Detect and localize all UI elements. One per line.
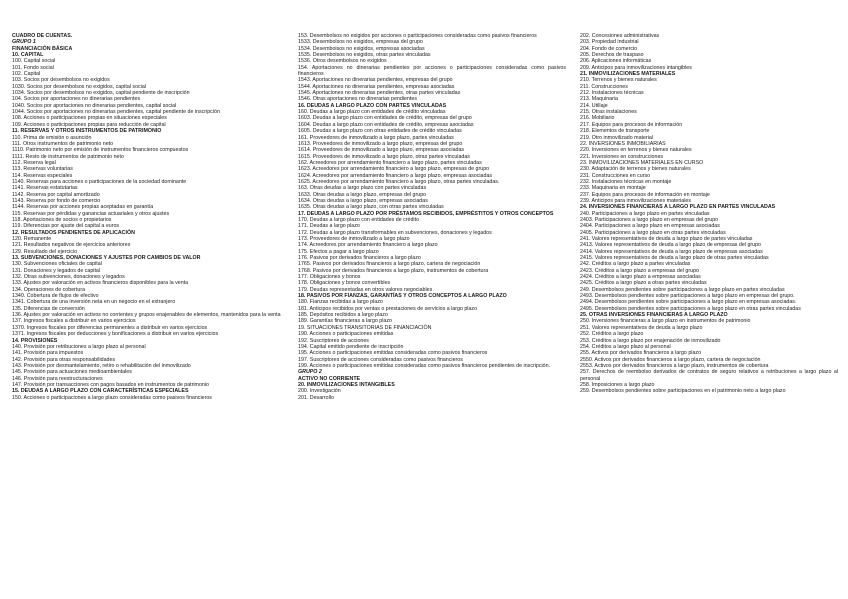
account-line: 203. Propiedad industrial [580, 39, 639, 46]
account-line: 194. Capital emitido pendiente de inscripción [298, 343, 404, 350]
account-line: 145. Provisión para actuaciones medioambientales [12, 369, 132, 376]
account-line: 249. Desembolsos pendientes sobre participaciones a largo plazo en partes vinculadas [580, 286, 785, 293]
account-line: 129. Resultado del ejercicio [12, 248, 78, 255]
account-line: 174. Acreedores por arrendamiento financiero a largo plazo [298, 242, 438, 249]
account-line: 22. INVERSIONES INMOBILIARIAS [580, 140, 666, 147]
account-line: 240. Participaciones a largo plazo en partes vinculadas [580, 210, 710, 217]
account-line: 101. Fondo social [12, 64, 54, 71]
section-heading: 24. INVERSIONES FINANCIERAS A LARGO PLAZO EN PARTES VINCULADAS [580, 204, 776, 211]
account-line: 213. Maquinaria [580, 96, 618, 103]
account-line: 1623. Acreedores por arrendamiento financiero a largo plazo, empresas de grupo [298, 166, 490, 173]
account-line: 2425. Créditos a largo plazo a otras partes vinculadas [580, 280, 707, 287]
account-line: 1140. Reservas para acciones o participaciones de la sociedad dominante [12, 178, 187, 185]
account-line: 130. Subvenciones oficiales de capital [12, 261, 102, 268]
account-line: 1768. Pasivos por derivados financieros a largo plazo, instrumentos de cobertura [298, 267, 489, 274]
account-line: 189. Garantías financieras a largo plazo [298, 318, 392, 325]
account-line: 201. Desarrollo [298, 394, 334, 401]
account-line: 254. Créditos a largo plazo al personal [580, 343, 671, 350]
account-line: 210. Terrenos y bienes naturales [580, 77, 657, 84]
account-line: 1614. Proveedores de inmovilizado a largo plazo, empresas asociadas [298, 147, 465, 154]
account-line: 176. Pasivos por derivados financieros a largo plazo [298, 255, 421, 262]
account-line: 1536. Otros desembolsos no exigidos [298, 58, 387, 65]
account-line: 110. Prima de emisión o asunción [12, 134, 92, 141]
account-line: 217. Equipos para procesos de información [580, 121, 683, 128]
account-line: 1370. Ingresos fiscales por diferencias permanentes a distribuir en varios ejercicios [12, 324, 208, 331]
section-heading: GRUPO 2 [298, 369, 322, 376]
account-line: 1544. Aportaciones no dinerarias pendientes, empresas asociadas [298, 83, 455, 90]
account-line: 221. Inversiones en construcciones [580, 153, 664, 160]
account-line: 120. Remanente [12, 236, 52, 242]
account-line: 119. Diferencias por ajuste del capital a euros [12, 223, 120, 230]
account-line: 1371. Ingresos fiscales por deducciones y bonificaciones a distribuir en varios ejercicios [12, 331, 219, 338]
account-line: 19. SITUACIONES TRANSITORIAS DE FINANCIACIÓN [298, 324, 432, 331]
account-line: 1535. Desembolsos no exigidos, otras partes vinculadas [298, 52, 431, 59]
account-line: 1545. Aportaciones no dinerarias pendientes, otras partes vinculadas [298, 90, 461, 97]
account-line: 2423. Créditos a largo plazo a empresas del grupo [580, 267, 699, 274]
account-line: 1546. Otras aportaciones no dinerarias pendientes [298, 96, 417, 103]
account-line: 113. Reservas voluntarias [12, 166, 73, 173]
account-line: 258. Imposiciones a largo plazo [580, 381, 655, 388]
account-line: 140. Provisión por retribuciones a largo plazo al personal [12, 343, 146, 350]
column-1 [12, 33, 288, 401]
account-line: 175. Efectos a pagar a largo plazo [298, 248, 379, 255]
account-line: 1625. Acreedores por arrendamiento financiero a largo plazo, otras partes vinculadas. [298, 178, 500, 185]
account-line: 1534. Desembolsos no exigidos, empresas asociadas [298, 45, 425, 52]
account-line: 212. Instalaciones técnicas [580, 90, 644, 97]
account-line: 181. Anticipos recibidos por ventas o prestaciones de servicios a largo plazo [298, 305, 478, 312]
account-line: 143. Provisión por desmantelamiento, retiro o rehabilitación del inmovilizado [12, 362, 191, 369]
account-line: 241. Valores representativos de deuda a largo plazo de partes vinculadas [580, 236, 753, 242]
account-line: 214. Utillaje [580, 102, 608, 109]
account-line: 216. Mobiliario [580, 115, 615, 122]
account-line: 133. Ajustes por valoración en activos financieros disponibles para la venta [12, 280, 189, 287]
account-line: 103. Socios por desembolsos no exigidos [12, 77, 110, 84]
account-line: 195. Acciones o participaciones emitidas consideradas como pasivos financieros [298, 350, 488, 357]
account-line: 161. Proveedores de inmovilizado a largo plazo, partes vinculadas [298, 134, 454, 141]
account-line: 109. Acciones o participaciones propias para reducción de capital [12, 121, 166, 128]
account-line: 102. Capital [12, 71, 41, 78]
account-line: 192. Suscriptores de acciones [298, 337, 369, 344]
account-line: 153. Desembolsos no exigidos por acciones o participaciones consideradas como pasivos financieros [298, 33, 537, 39]
account-line: 250. Inversiones financieras a largo plazo en instrumentos de patrimonio [580, 318, 751, 325]
account-line: 111. Otros instrumentos de patrimonio neto [12, 140, 114, 147]
account-line: 215. Otras instalaciones [580, 109, 637, 116]
account-line: 2553. Activos por derivados financieros a largo plazo, instrumentos de cobertura [580, 362, 769, 369]
account-line: 204. Fondo de comercio [580, 45, 638, 52]
section-heading: 20. INMOVILIZACIONES INTANGIBLES [298, 381, 395, 388]
account-line: 202. Concesiones administrativas [580, 33, 660, 39]
account-line: 251. Valores representativos de deuda a largo plazo [580, 324, 703, 331]
section-heading: CUADRO DE CUENTAS. [12, 33, 73, 39]
account-line: 114. Reservas especiales [12, 172, 73, 179]
account-line: 163. Otras deudas a largo plazo con partes vinculadas [298, 185, 427, 192]
account-line: 2494. Desembolsos pendientes sobre participaciones a largo plazo en empresas asociadas. [580, 299, 797, 306]
account-line: 1142. Reserva por capital amortizado [12, 191, 100, 198]
account-line: 112. Reserva legal [12, 159, 56, 166]
section-heading: 10. CAPITAL [12, 52, 44, 59]
account-line: 1144. Reservas por acciones propias aceptadas en garantía [12, 204, 154, 211]
account-line: 230. Adaptación de terrenos y bienes naturales [580, 166, 691, 173]
column-3 [580, 33, 838, 395]
account-line: 218. Elementos de transporte [580, 128, 650, 135]
account-line: 2414. Valores representativos de deuda a largo plazo de empresas asociadas [580, 248, 763, 255]
section-heading: GRUPO 1 [12, 39, 36, 46]
account-line: 219. Otro inmovilizado material [580, 134, 654, 141]
account-line: 135. Diferencias de conversión [12, 305, 85, 312]
account-line: 200. Investigación [298, 388, 341, 395]
account-line: 1603. Deudas a largo plazo con entidades de crédito, empresas del grupo [298, 115, 472, 122]
account-line: 1030. Socios por desembolsos no exigidos, capital social [12, 83, 146, 90]
account-line: 100. Capital social [12, 58, 56, 65]
account-line: 1141. Reservas estatutarias [12, 185, 78, 192]
account-line: 255. Activos por derivados financieros a largo plazo [580, 350, 702, 357]
account-line: 141. Provisión para impuestos [12, 350, 84, 357]
section-heading: 18. PASIVOS POR FIANZAS, GARANTÍAS Y OTROS CONCEPTOS A LARGO PLAZO [298, 293, 507, 300]
account-line: 171. Deudas a largo plazo [298, 223, 360, 230]
account-line: 2405. Participaciones a largo plazo en otras partes vinculadas [580, 229, 726, 236]
account-line: 231. Construcciones en curso [580, 172, 651, 179]
account-line: 178. Obligaciones y bonos convertibles [298, 280, 391, 287]
account-line: 2415. Valores representativos de deuda a largo plazo de otras partes vinculadas [580, 255, 769, 262]
section-heading: 12. RESULTADOS PENDIENTES DE APLICACIÓN [12, 229, 135, 236]
account-line: 233. Maquinaria en montaje [580, 185, 646, 192]
account-line: 115. Reservas por pérdidas y ganancias actuariales y otros ajustes [12, 210, 170, 217]
account-line: 104. Socios por aportaciones no dinerarias pendientes [12, 96, 141, 103]
account-line: 2403. Participaciones a largo plazo en empresas del grupo [580, 216, 719, 223]
account-line: 180. Fianzas recibidas a largo plazo [298, 299, 383, 306]
account-line: 206. Aplicaciones informáticas [580, 58, 652, 65]
account-line: 170. Deudas a largo plazo con entidades de crédito [298, 216, 420, 223]
account-line: 190. Acciones o participaciones emitidas [298, 331, 394, 338]
account-line: 23. INMOVILIZACIONES MATERIALES EN CURSO [580, 159, 704, 166]
account-line: 259. Desembolsos pendientes sobre participaciones en el patrimonio neto a largo plazo [580, 388, 786, 395]
account-line: 1604. Deudas a largo plazo con entidades de crédito, empresas asociadas [298, 121, 474, 128]
account-line: 1040. Socios por aportaciones no dinerarias pendientes, capital social [12, 102, 177, 109]
account-line: 179. Deudas representadas en otros valores negociables [298, 286, 433, 293]
section-heading: 14. PROVISIONES [12, 337, 58, 344]
account-line: 121. Resultados negativos de ejercicios anteriores [12, 242, 131, 249]
account-line: 1635. Otras deudas a largo plazo, con otras partes vinculadas [298, 204, 444, 211]
account-line: 118. Aportaciones de socios o propietarios [12, 216, 112, 223]
account-line: 253. Créditos a largo plazo por enajenación de inmovilizado [580, 337, 721, 344]
section-heading: FINANCIACIÓN BÁSICA [12, 45, 73, 52]
account-line: 154. Aportaciones no dinerarias pendientes por acciones o participaciones consideradas como pasivos financieros [298, 64, 566, 78]
account-line: 1533. Desembolsos no exigidos, empresas del grupo [298, 39, 423, 46]
account-line: 257. Derechos de reembolso derivados de contratos de seguro relativos a retribuciones a largo plazo al personal [580, 369, 838, 382]
account-line: 2424. Créditos a largo plazo a empresas asociadas [580, 274, 701, 281]
account-line: 147. Provisión por transacciones con pagos basados en instrumentos de patrimonio [12, 381, 209, 388]
account-line: 242. Créditos a largo plazo a partes vinculadas [580, 261, 691, 268]
account-line: 160. Deudas a largo plazo con entidades de crédito vinculadas [298, 109, 446, 116]
account-line: 108. Acciones o participaciones propias en situaciones especiales [12, 115, 167, 122]
account-line: 2495. Desembolsos pendientes sobre participaciones a largo plazo en otras partes vinculadas [580, 305, 801, 312]
account-line: 132. Otras subvenciones, donaciones y legados [12, 274, 125, 281]
account-line: 1110. Patrimonio neto por emisión de instrumentos financieros compuestos [12, 147, 189, 154]
account-line: 220. Inversiones en terrenos y bienes naturales [580, 147, 692, 154]
account-line: 1341. Cobertura de una inversión neta en un negocio en el extranjero [12, 299, 176, 306]
account-line: 185. Depósitos recibidos a largo plazo [298, 312, 388, 319]
account-line: 239. Anticipos para inmovilizaciones materiales [580, 197, 691, 204]
section-heading: 17. DEUDAS A LARGO PLAZO POR PRÉSTAMOS RECIBIDOS, EMPRÉSTITOS Y OTROS CONCEPTOS [298, 210, 554, 217]
account-line: 232. Instalaciones técnicas en montaje [580, 178, 672, 185]
account-line: 142. Provisión para otras responsabilidades [12, 356, 116, 363]
account-line: 205. Derechos de traspaso [580, 52, 644, 59]
account-line: 1624. Acreedores por arrendamiento financiero a largo plazo, empresas asociadas [298, 172, 493, 179]
account-line: 1765. Pasivos por derivados financieros a largo plazo, cartera de negociación [298, 261, 481, 268]
account-line: 1615. Proveedores de inmovilizado a largo plazo, otras partes vinculadas [298, 153, 470, 160]
account-line: 252. Créditos a largo plazo [580, 331, 644, 338]
account-line: 172. Deudas a largo plazo transformables en subvenciones, donaciones y legados [298, 229, 492, 236]
account-line: 1143. Reserva por fondo de comercio [12, 197, 101, 204]
account-line: 131. Donaciones y legados de capital [12, 267, 101, 274]
account-line: 146. Provisión para reestructuraciones [12, 375, 103, 382]
account-line: 137. Ingresos fiscales a distribuir en varios ejercicios [12, 318, 136, 325]
account-line: 162. Acreedores por arrendamiento financiero a largo plazo, partes vinculadas [298, 159, 482, 166]
account-line: 1634. Otras deudas a largo plazo, empresas asociadas [298, 197, 428, 204]
account-line: 209. Anticipos para inmovilizaciones intangibles [580, 64, 692, 71]
account-line: 1111. Resto de instrumentos de patrimonio neto [12, 153, 124, 160]
account-line: 136. Ajustes por valoración en activos no corrientes y grupos enajenables de elementos, mantenidos para la venta [12, 312, 281, 319]
section-heading: 15. DEUDAS A LARGO PLAZO CON CARACTERÍSTICAS ESPECIALES [12, 388, 189, 395]
account-line: 1340. Cobertura de flujos de efectivo [12, 293, 99, 300]
section-heading: 13. SUBVENCIONES, DONACIONES Y AJUSTES POR CAMBIOS DE VALOR [12, 255, 201, 262]
account-line: 199. Acciones o participaciones emitidas consideradas como pasivos financieros pendientes de inscripción. [298, 362, 551, 369]
account-line: 197. Suscriptores de acciones consideradas como pasivos financieros [298, 356, 463, 363]
account-line: 1613. Proveedores de inmovilizado a largo plazo, empresas del grupo [298, 140, 463, 147]
column-2 [298, 33, 566, 401]
account-line: 173. Proveedores de inmovilizado a largo plazo [298, 236, 410, 242]
section-heading: 21. INMOVILIZACIONES MATERIALES [580, 71, 676, 78]
account-line: 1034. Socios por desembolsos no exigidos, capital pendiente de inscripción [12, 90, 190, 97]
section-heading: 16. DEUDAS A LARGO PLAZO CON PARTES VINCULADAS [298, 102, 447, 109]
section-heading: 11. RESERVAS Y OTROS INSTRUMENTOS DE PATRIMONIO [12, 128, 162, 135]
account-line: 2493. Desembolsos pendientes sobre participaciones a largo plazo en empresas del grupo. [580, 293, 795, 300]
account-line: 1605. Deudas a largo plazo con otras entidades de crédito vinculadas [298, 128, 462, 135]
account-line: 1543. Aportaciones no dinerarias pendientes, empresas del grupo [298, 77, 453, 84]
account-line: 237. Equipos para procesos de información en montaje [580, 191, 710, 198]
account-line: 150. Acciones o participaciones a largo plazo consideradas como pasivos financieros [12, 394, 212, 401]
account-line: 1633. Otras deudas a largo plazo, empresas del grupo [298, 191, 427, 198]
account-line: 2413. Valores representativos de deuda a largo plazo de empresas del grupo [580, 242, 761, 249]
account-line: 2550. Activos por derivados financieros a largo plazo, cartera de negociación [580, 356, 761, 363]
section-heading: ACTIVO NO CORRIENTE [298, 375, 361, 382]
account-line: 2404. Participaciones a largo plazo en empresas asociadas [580, 223, 720, 230]
section-heading: 25. OTRAS INVERSIONES FINANCIERAS A LARGO PLAZO [580, 312, 728, 319]
account-line: 1044. Socios por aportaciones no dinerarias pendientes, capital pendiente de inscripción [12, 109, 220, 116]
account-line: 177. Obligaciones y bonos [298, 274, 361, 281]
account-line: 134. Operaciones de cobertura [12, 286, 86, 293]
account-line: 211. Construcciones [580, 83, 628, 90]
